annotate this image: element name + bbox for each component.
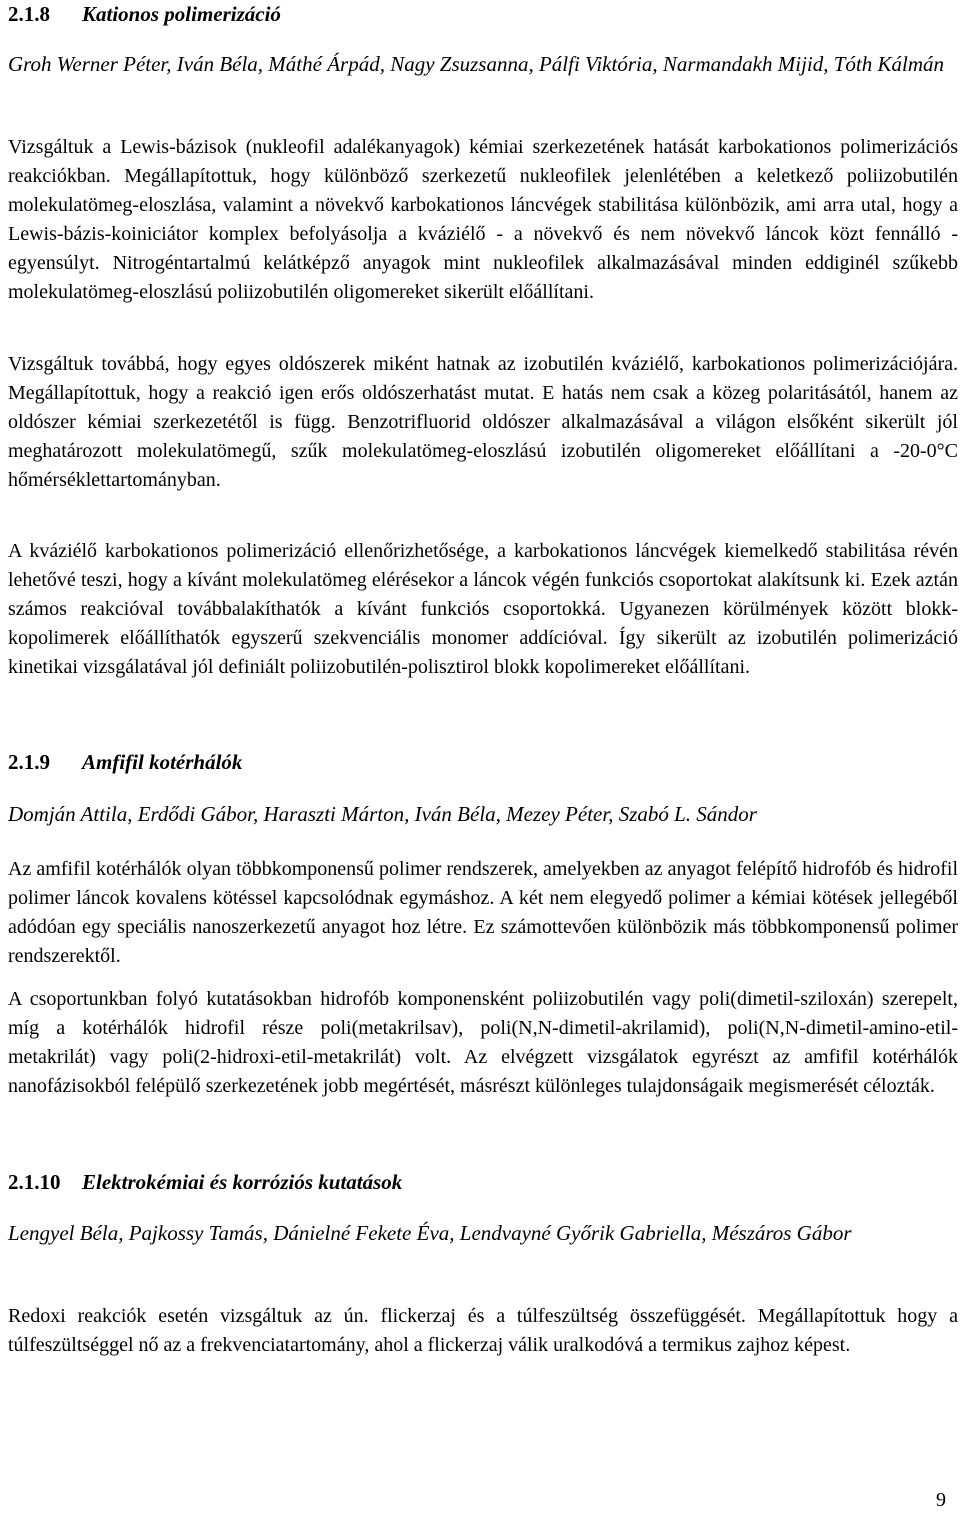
section-number: 2.1.8 (8, 2, 50, 26)
paragraph: Vizsgáltuk továbbá, hogy egyes oldószerek miként hatnak az izobutilén kváziélő, karbokationos polimerizációjára. Megállapítottuk, hogy a reakció igen erős oldószerhatást mutat. E hatás nem csak a közeg polaritásától, hanem az oldószer kémiai szerkezetétől is függ. Benzotrifluorid oldószer alkalmazásával a világon elsőként sikerült jól meghatározott molekulatömegű, szűk molekulatömeg-eloszlású izobutilén oligomereket előállítani a -20-0°C hőmérséklettartományban. (8, 353, 958, 491)
section-title: Amfifil kotérhálók (82, 750, 243, 774)
paragraph: A kváziélő karbokationos polimerizáció ellenőrizhetősége, a karbokationos láncvégek kiemelkedő stabilitása révén lehetővé teszi, hogy a kívánt molekulatömeg elérésekor a láncok végén funkciós csoportokat alakítsunk ki. Ezek aztán számos reakcióval továbbalakíthatók a kívánt funkciós csoportokká. Ugyanezen körülmények között blokk-kopolimerek előállíthatók egyszerű szekvenciális monomer addícióval. Így sikerült az izobutilén polimerizáció kinetikai vizsgálatával jól definiált poliizobutilén-polisztirol blokk kopolimereket előállítani. (8, 540, 958, 678)
section-number: 2.1.10 (8, 1170, 61, 1194)
paragraph: Redoxi reakciók esetén vizsgáltuk az ún. flickerzaj és a túlfeszültség összefüggését. Megállapítottuk hogy a túlfeszültséggel nő az a frekvenciatartomány, ahol a flickerzaj válik uralkodóvá a termikus zajhoz képest. (8, 1305, 958, 1356)
section-heading (8, 750, 242, 774)
section-heading (8, 1170, 402, 1194)
page-number: 9 (936, 1489, 946, 1511)
section-authors: Domján Attila, Erdődi Gábor, Haraszti Márton, Iván Béla, Mezey Péter, Szabó L. Sándor (8, 802, 757, 826)
section-title: Elektrokémiai és korróziós kutatások (82, 1170, 403, 1194)
paragraph: Vizsgáltuk a Lewis-bázisok (nukleofil adalékanyagok) kémiai szerkezetének hatását karbokationos polimerizációs reakciókban. Megállapítottuk, hogy különböző szerkezetű nukleofilek jelenlétében a keletkező poliizobutilén molekulatömeg-eloszlása, valamint a növekvő karbokationos láncvégek stabilitása különbözik, ami arra utal, hogy a Lewis-bázis-koiniciátor komplex befolyásolja a kváziélő - a növekvő és nem növekvő láncok közt fennálló - egyensúlyt. Nitrogéntartalmú kelátképző anyagok mint nukleofilek alkalmazásával minden eddiginél szűkebb molekulatömeg-eloszlású poliizobutilén oligomereket sikerült előállítani. (8, 136, 958, 303)
section-heading (8, 2, 281, 26)
section-authors: Groh Werner Péter, Iván Béla, Máthé Árpád, Nagy Zsuzsanna, Pálfi Viktória, Narmandakh Mijid, Tóth Kálmán (8, 52, 945, 76)
section-authors: Lengyel Béla, Pajkossy Tamás, Dánielné Fekete Éva, Lendvayné Győrik Gabriella, Mészáros Gábor (8, 1221, 852, 1245)
paragraph: A csoportunkban folyó kutatásokban hidrofób komponensként poliizobutilén vagy poli(dimetil-sziloxán) szerepelt, míg a kotérhálók hidrofil része poli(metakrilsav), poli(N,N-dimetil-akrilamid), poli(N,N-dimetil-amino-etil-metakrilát) vagy poli(2-hidroxi-etil-metakrilát) volt. Az elvégzett vizsgálatok egyrészt az amfifil kotérhálók nanofázisokból felépülő szerkezetének jobb megértését, másrészt különleges tulajdonságaik megismerését célozták. (8, 988, 958, 1097)
section-title: Kationos polimerizáció (82, 2, 281, 26)
section-number: 2.1.9 (8, 750, 50, 774)
paragraph: Az amfifil kotérhálók olyan többkomponensű polimer rendszerek, amelyekben az anyagot felépítő hidrofób és hidrofil polimer láncok kovalens kötéssel kapcsolódnak egymáshoz. A két nem elegyedő polimer a kémiai kötések jellegéből adódóan egy speciális nanoszerkezetű anyagot hoz létre. Ez számottevően különbözik más többkomponensű polimer rendszerektől. (8, 858, 958, 967)
